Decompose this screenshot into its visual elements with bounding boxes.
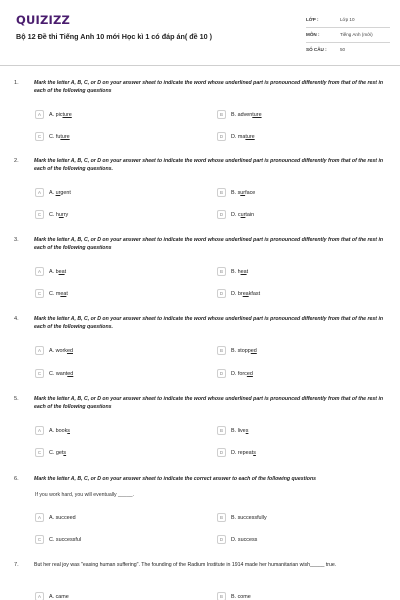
option-text: C. get [49,449,64,456]
option-letter-box: C [35,210,44,219]
option-text: B. h [231,268,241,275]
option-label: A. came [49,593,69,600]
option-text: A. b [49,268,59,275]
option-underlined-part: ed [250,347,257,354]
meta-subject [306,30,390,40]
option-text: B. s [231,189,241,196]
option-letter-box: C [35,369,44,378]
meta-class [306,15,390,25]
option-underlined-part: s [67,427,70,434]
question-number: 5. [14,396,19,402]
option-text-rest: tain [245,211,255,218]
option-letter-box: A [35,513,44,522]
document-title: Bộ 12 Đề thi Tiếng Anh 10 mới Học kì 1 có đáp án( đề 10 ) [16,32,213,41]
option-text: C. want [49,370,68,377]
option-label [231,134,255,140]
question-prompt: If you work hard, you will eventually _____. [35,492,134,498]
question-text: But her real joy was "easing human suffering". The founding of the Radium Institute in 1914 made her humanitarian wish_____ true. [34,562,337,568]
option-letter-box: A [35,110,44,119]
worksheet-header [0,0,400,66]
option-letter-box: D [217,535,226,544]
option-label [231,450,256,456]
option-text-rest: ry [63,211,69,218]
logo-text: QUIZIZZ [16,13,71,27]
option-label [231,212,254,218]
option-label [231,348,257,354]
option-underlined-part: ea [60,290,67,297]
option-text: D. br [231,290,243,297]
option-text: A. work [49,347,67,354]
meta-count [306,45,390,55]
option-letter-box: B [217,426,226,435]
option-text: D. ma [231,133,246,140]
option-underlined-part: ur [240,189,246,196]
option-text: D. repeat [231,449,254,456]
option-label [231,291,260,297]
option-text-rest: t [64,268,67,275]
option-underlined-part: ture [60,133,70,140]
option-letter-box: C [35,448,44,457]
option-underlined-part: s [245,427,249,434]
quizizz-logo [16,13,70,25]
question-text: Mark the letter A, B, C, or D on your answer sheet to indicate the word whose underlined part is pronounced differently from that of the rest in each of the following questions [34,237,384,251]
option-underlined-part: s [253,449,256,456]
meta-class-value: Lớp 10 [340,17,355,22]
option-underlined-part: ur [240,211,246,218]
option-letter-box: D [217,210,226,219]
option-letter-box: C [35,535,44,544]
option-letter-box: B [217,267,226,276]
question-number: 1. [14,80,19,86]
option-letter-box: B [217,110,226,119]
option-letter-box: B [217,592,226,600]
option-label [231,112,262,118]
option-letter-box: A [35,188,44,197]
option-underlined-part: ture [252,111,262,118]
option-text: C. m [49,290,61,297]
option-text-rest: t [66,290,68,297]
meta-class-label: LỚP : [306,17,319,22]
option-letter-box: B [217,346,226,355]
option-letter-box: D [217,132,226,141]
meta-divider [306,42,390,43]
option-label [49,190,71,196]
option-underlined-part: s [63,449,67,456]
option-text: A. pic [49,111,63,118]
option-label: D. success [231,536,258,543]
option-underlined-part: ed [66,347,73,354]
option-letter-box: C [35,132,44,141]
meta-count-value: 50 [340,47,346,52]
question-number: 4. [14,316,19,322]
question-text: Mark the letter A, B, C, or D on your answer sheet to indicate the word whose underlined part is pronounced differently from that of the rest in each of the following questions [34,80,384,94]
option-label [49,269,66,275]
option-text: B. live [231,427,246,434]
option-text-rest: t [246,268,249,275]
option-letter-box: C [35,289,44,298]
option-text-rest: face [245,189,256,196]
option-letter-box: B [217,188,226,197]
option-underlined-part: ture [245,133,255,140]
option-label [49,134,70,140]
option-label [231,428,248,434]
option-underlined-part: ur [58,211,64,218]
question-text: Mark the letter A, B, C, or D on your answer sheet to indicate the word whose underlined part is pronounced differently from that of the rest in each of the following questions [34,396,384,410]
option-label: C. successful [49,536,82,543]
meta-subject-label: MÔN : [306,32,320,37]
option-text: D. c [231,211,241,218]
question-text: Mark the letter A, B, C, or D on your answer sheet to indicate the correct answer to each of the following questions [34,476,316,482]
option-underlined-part: ea [58,268,65,275]
option-underlined-part: ture [62,111,72,118]
option-letter-box: A [35,267,44,276]
option-text: B. stopp [231,347,251,354]
meta-subject-value: Tiếng Anh (mới) [340,32,373,37]
option-text: D. forc [231,370,247,377]
option-letter-box: A [35,346,44,355]
option-label [49,348,73,354]
option-label [231,190,255,196]
meta-count-label: SỐ CÂU : [306,47,327,52]
option-label [49,112,72,118]
option-label [49,428,70,434]
option-text: A. book [49,427,68,434]
option-label [231,269,248,275]
option-label [49,450,66,456]
option-letter-box: D [217,289,226,298]
option-letter-box: B [217,513,226,522]
option-text: C. h [49,211,59,218]
question-number: 7. [14,562,19,568]
option-underlined-part: ea [242,290,249,297]
option-label: A. succeed [49,514,76,521]
option-label: B. successfully [231,514,267,521]
option-letter-box: A [35,592,44,600]
option-underlined-part: ed [67,370,74,377]
option-label [49,291,68,297]
question-text: Mark the letter A, B, C, or D on your answer sheet to indicate the word whose underlined part is pronounced differently from that of the rest in each of the following questions. [34,158,384,172]
question-number: 3. [14,237,19,243]
option-underlined-part: ea [240,268,247,275]
option-text-rest: gent [60,189,71,196]
option-label [49,212,68,218]
option-text: B. adven [231,111,253,118]
question-text: Mark the letter A, B, C, or D on your answer sheet to indicate the word whose underlined part is pronounced differently from that of the rest in each of the following questions. [34,316,384,330]
question-number: 2. [14,158,19,164]
question-number: 6. [14,476,19,482]
option-label [231,371,253,377]
option-label: B. come [231,593,251,600]
option-text: A. [49,189,56,196]
option-label [49,371,73,377]
option-letter-box: A [35,426,44,435]
meta-divider [306,27,390,28]
option-underlined-part: ur [55,189,61,196]
option-letter-box: D [217,448,226,457]
option-text-rest: kfast [248,290,261,297]
option-text: C. fu [49,133,61,140]
option-underlined-part: ed [246,370,253,377]
option-letter-box: D [217,369,226,378]
